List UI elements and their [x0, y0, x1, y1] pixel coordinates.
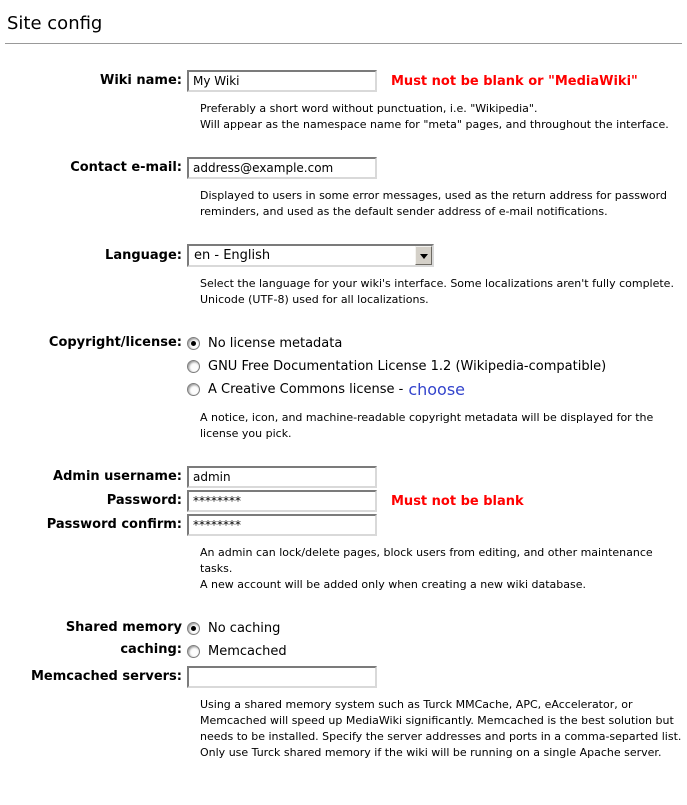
caching-label: Shared memory caching: — [65, 620, 182, 657]
password-row — [5, 490, 682, 512]
license-label: Copyright/license: — [48, 335, 182, 350]
caching-help: Using a shared memory system such as Turck MMCache, APC, eAccelerator, or Memcached will speed up MediaWiki significantly. Memcached is the best solution but needs to be installed. Specify the server addresses and ports in a comma-separted list. Only use Turck shared memory if the wiki will be running on a single Apache server. — [200, 698, 682, 759]
password-confirm-row — [5, 514, 682, 536]
admin-help: An admin can lock/delete pages, block users from editing, and other maintenance tasks. A new account will be added only when creating a new wiki database. — [200, 546, 653, 591]
wiki-name-error: Must not be blank or "MediaWiki" — [391, 73, 638, 89]
radio-button-icon[interactable] — [187, 645, 200, 658]
radio-button-icon[interactable] — [187, 383, 200, 396]
contact-email-input[interactable] — [187, 157, 377, 179]
radio-button-icon[interactable] — [187, 622, 200, 635]
admin-username-row — [5, 466, 682, 488]
language-selected-value: en - English — [194, 248, 271, 263]
chevron-down-icon[interactable] — [415, 246, 432, 265]
memcached-servers-label: Memcached servers: — [31, 669, 182, 684]
license-option-gfdl[interactable] — [187, 355, 606, 377]
license-option-none-label[interactable]: No license metadata — [208, 335, 343, 351]
radio-button-icon[interactable] — [187, 360, 200, 373]
caching-option-memcached[interactable] — [187, 640, 287, 662]
license-help: A notice, icon, and machine-readable copyright metadata will be displayed for the license you pick. — [200, 411, 654, 440]
wiki-name-row — [5, 70, 682, 92]
license-option-none[interactable] — [187, 332, 606, 354]
contact-email-row — [5, 157, 682, 179]
radio-button-icon[interactable] — [187, 337, 200, 350]
language-select[interactable] — [187, 244, 434, 267]
page-title: Site config — [5, 8, 682, 44]
memcached-servers-input[interactable] — [187, 666, 377, 688]
language-row — [5, 244, 682, 267]
caching-option-none[interactable] — [187, 617, 287, 639]
admin-username-label: Admin username: — [53, 469, 182, 484]
password-error: Must not be blank — [391, 493, 524, 509]
caching-option-memcached-label[interactable]: Memcached — [208, 643, 287, 659]
license-option-gfdl-label[interactable]: GNU Free Documentation License 1.2 (Wikipedia-compatible) — [208, 358, 607, 374]
password-confirm-label: Password confirm: — [46, 517, 182, 532]
contact-email-label: Contact e-mail: — [70, 160, 182, 175]
wiki-name-label: Wiki name: — [99, 73, 182, 88]
license-option-cc-label[interactable]: A Creative Commons license - — [208, 381, 404, 397]
license-option-cc[interactable] — [187, 378, 606, 400]
password-input[interactable] — [187, 490, 377, 512]
choose-license-link[interactable]: choose — [408, 379, 466, 399]
password-confirm-input[interactable] — [187, 514, 377, 536]
wiki-name-help: Preferably a short word without punctuation, i.e. "Wikipedia". Will appear as the namespace name for "meta" pages, and throughout the interface. — [200, 102, 669, 131]
language-help: Select the language for your wiki's interface. Some localizations aren't fully complete. Unicode (UTF-8) used for all localizations. — [200, 277, 674, 306]
admin-username-input[interactable] — [187, 466, 377, 488]
password-label: Password: — [106, 493, 182, 508]
license-row — [5, 332, 682, 401]
wiki-name-input[interactable] — [187, 70, 377, 92]
caching-row — [5, 617, 682, 663]
caching-option-none-label[interactable]: No caching — [208, 620, 281, 636]
contact-email-help: Displayed to users in some error messages, used as the return address for password reminders, and used as the default sender address of e-mail notifications. — [200, 189, 667, 218]
language-label: Language: — [105, 247, 182, 263]
memcached-servers-row — [5, 666, 682, 688]
